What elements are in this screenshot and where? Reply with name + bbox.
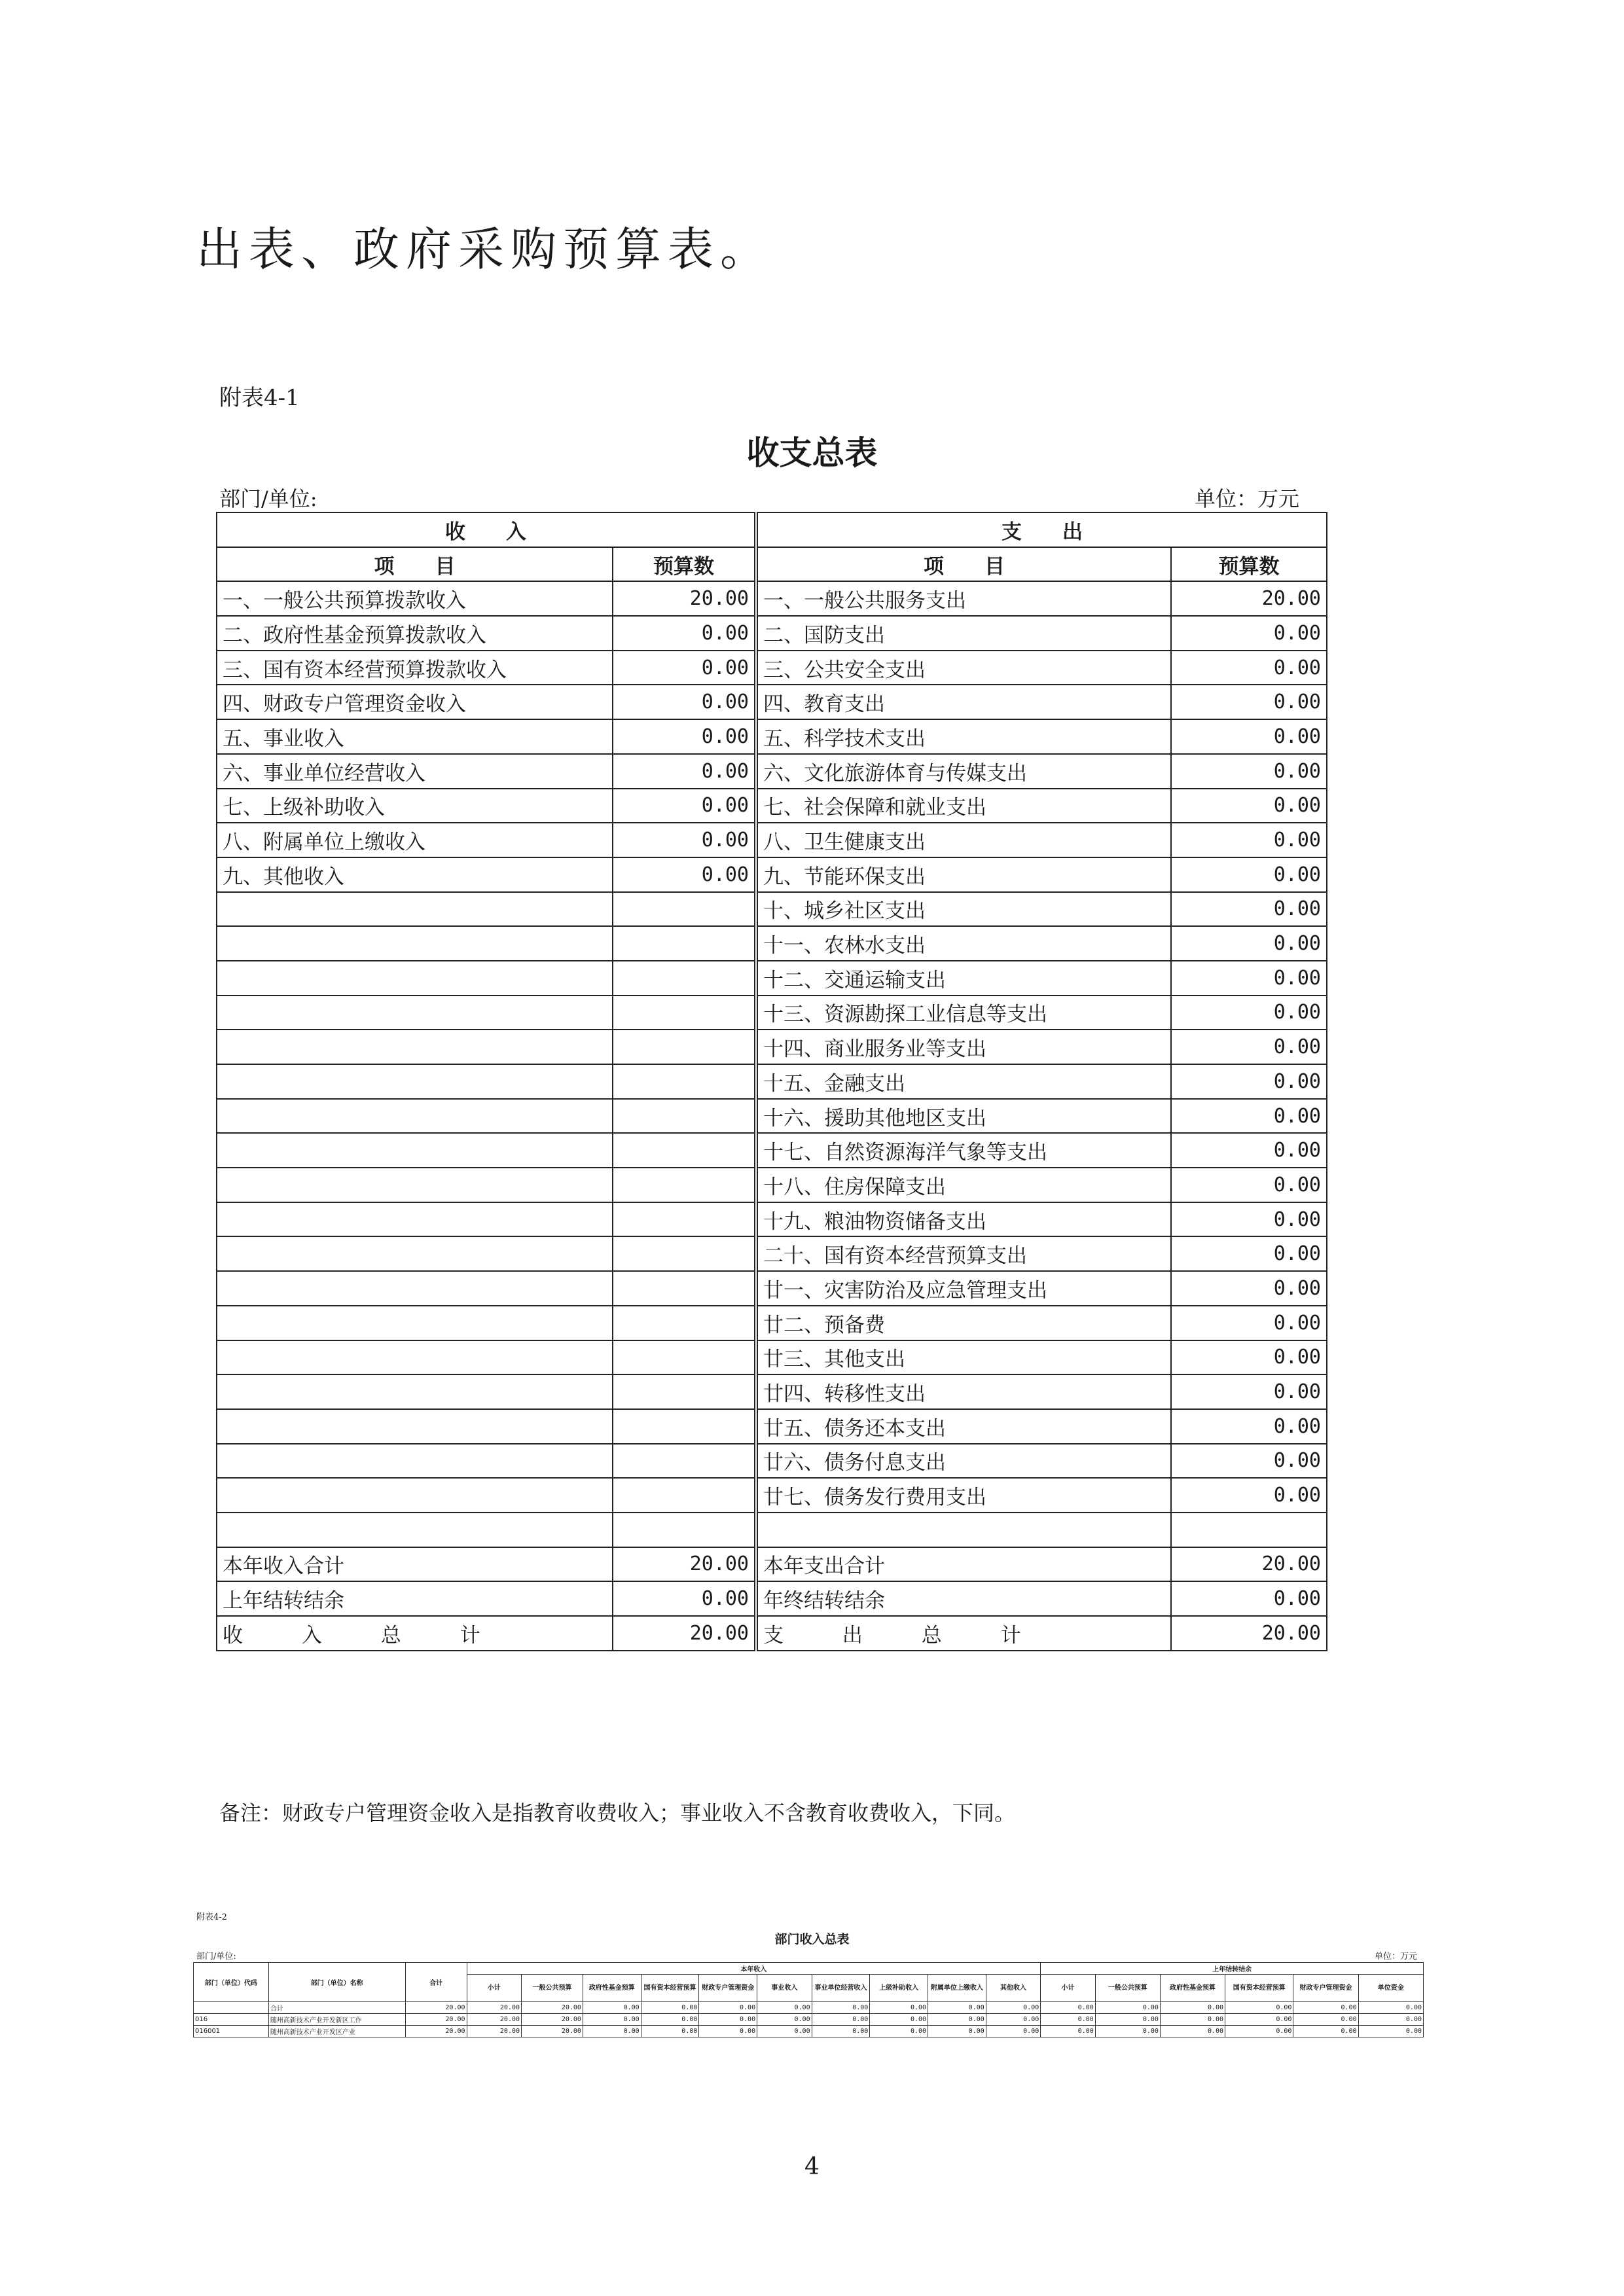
table-row (217, 616, 1327, 651)
current-value-cell: 0.00 (928, 2002, 986, 2014)
expense-item-cell: 十三、资源勘探工业信息等支出 (756, 996, 1171, 1030)
table-row (217, 892, 1327, 927)
current-value-cell: 0.00 (986, 2014, 1041, 2026)
total-cell: 20.00 (405, 2026, 467, 2037)
group-prior-year: 上年结转结余 (1041, 1963, 1424, 1975)
expense-item-cell: 支 出 总 计 (756, 1616, 1171, 1651)
table-row (217, 857, 1327, 892)
expense-amount-cell: 0.00 (1171, 616, 1327, 651)
attachment-label: 附表4-1 (219, 385, 300, 411)
table-row (217, 1444, 1327, 1479)
expense-amount-cell: 0.00 (1171, 789, 1327, 823)
expense-item-cell: 本年支出合计 (756, 1547, 1171, 1582)
income-amount-cell (613, 1064, 756, 1099)
total-row (217, 1547, 1327, 1582)
expense-amount-cell: 0.00 (1171, 1478, 1327, 1513)
expense-amount-cell: 0.00 (1171, 1236, 1327, 1271)
col-current-3: 国有资本经营预算 (641, 1975, 699, 2002)
expense-item-cell: 五、科学技术支出 (756, 719, 1171, 754)
current-value-cell: 0.00 (870, 2026, 928, 2037)
expense-item-cell: 二、国防支出 (756, 616, 1171, 651)
current-value-cell: 20.00 (467, 2014, 522, 2026)
income-item-cell (217, 961, 613, 996)
expense-amount-cell: 20.00 (1171, 581, 1327, 616)
income-item-cell (217, 1513, 613, 1547)
dept-code-cell: 016001 (194, 2026, 269, 2037)
col-current-6: 事业单位经营收入 (812, 1975, 870, 2002)
expense-item-cell: 一、一般公共服务支出 (756, 581, 1171, 616)
col-prior-4: 财政专户管理资金 (1293, 1975, 1358, 2002)
income-item-cell: 上年结转结余 (217, 1581, 613, 1616)
expense-item-cell: 廿一、灾害防治及应急管理支出 (756, 1271, 1171, 1306)
table-row (217, 1133, 1327, 1168)
prior-value-cell: 0.00 (1160, 2014, 1225, 2026)
table-row (217, 996, 1327, 1030)
prior-value-cell: 0.00 (1095, 2002, 1160, 2014)
income-amount-cell (613, 1340, 756, 1375)
expense-amount-cell: 0.00 (1171, 1064, 1327, 1099)
income-item-cell (217, 926, 613, 961)
current-value-cell: 0.00 (986, 2026, 1041, 2037)
income-item-cell (217, 1306, 613, 1340)
income-amount-cell (613, 961, 756, 996)
table-row (217, 685, 1327, 719)
expense-amount-cell: 0.00 (1171, 1271, 1327, 1306)
table-row (217, 961, 1327, 996)
table-row (217, 789, 1327, 823)
expense-amount-cell: 0.00 (1171, 892, 1327, 927)
income-item-cell: 四、财政专户管理资金收入 (217, 685, 613, 719)
col-current-9: 其他收入 (986, 1975, 1041, 2002)
income-amount-cell (613, 1444, 756, 1479)
table-row (217, 1513, 1327, 1547)
table-row (217, 651, 1327, 685)
prior-value-cell: 0.00 (1358, 2014, 1423, 2026)
expense-amount-cell: 0.00 (1171, 1168, 1327, 1202)
income-amount-cell: 0.00 (613, 719, 756, 754)
col-prior-2: 政府性基金预算 (1160, 1975, 1225, 2002)
expense-amount-cell: 0.00 (1171, 857, 1327, 892)
expense-amount-cell: 0.00 (1171, 719, 1327, 754)
table2-title: 部门收入总表 (774, 1932, 850, 1946)
table2-group-header (194, 1963, 1424, 1975)
table-row (217, 823, 1327, 857)
col-current-7: 上级补助收入 (870, 1975, 928, 2002)
income-amount-cell (613, 1513, 756, 1547)
table-row (217, 581, 1327, 616)
col-current-8: 附属单位上缴收入 (928, 1975, 986, 2002)
expense-amount-cell: 0.00 (1171, 1340, 1327, 1375)
table-row (217, 1340, 1327, 1375)
page-number: 4 (804, 2153, 820, 2180)
income-item-cell (217, 996, 613, 1030)
total-row (217, 1616, 1327, 1651)
table-row (217, 1374, 1327, 1409)
current-value-cell: 0.00 (641, 2026, 699, 2037)
dept-name-cell: 随州高新技术产业开发新区工作 (268, 2014, 405, 2026)
total-cell: 20.00 (405, 2002, 467, 2014)
expense-amount-cell: 20.00 (1171, 1547, 1327, 1582)
current-value-cell: 20.00 (522, 2002, 583, 2014)
income-amount-cell: 0.00 (613, 651, 756, 685)
income-amount-cell: 20.00 (613, 1616, 756, 1651)
prior-value-cell: 0.00 (1293, 2002, 1358, 2014)
prior-value-cell: 0.00 (1095, 2026, 1160, 2037)
income-item-cell (217, 1064, 613, 1099)
unit-label: 单位：万元 (1195, 486, 1300, 511)
income-item-cell (217, 1444, 613, 1479)
income-item-cell (217, 1030, 613, 1064)
prior-value-cell: 0.00 (1358, 2002, 1423, 2014)
income-item-cell (217, 1099, 613, 1134)
col-current-1: 一般公共预算 (522, 1975, 583, 2002)
expense-amount-cell: 0.00 (1171, 926, 1327, 961)
income-amount-cell (613, 1374, 756, 1409)
col-current-5: 事业收入 (757, 1975, 812, 2002)
dept-code-cell: 016 (194, 2014, 269, 2026)
prior-value-cell: 0.00 (1293, 2014, 1358, 2026)
expense-item-cell: 廿五、债务还本支出 (756, 1409, 1171, 1444)
income-amount-cell (613, 1478, 756, 1513)
income-amount-cell (613, 892, 756, 927)
current-value-cell: 20.00 (522, 2014, 583, 2026)
total-cell: 20.00 (405, 2014, 467, 2026)
income-item-cell (217, 1168, 613, 1202)
income-item-cell: 五、事业收入 (217, 719, 613, 754)
income-amount-cell: 0.00 (613, 754, 756, 789)
income-amount-cell (613, 926, 756, 961)
expense-amount-cell: 0.00 (1171, 1030, 1327, 1064)
current-value-cell: 20.00 (467, 2026, 522, 2037)
expense-item-cell: 十六、援助其他地区支出 (756, 1099, 1171, 1134)
current-value-cell: 20.00 (467, 2002, 522, 2014)
total-row (217, 1581, 1327, 1616)
income-item-cell (217, 1236, 613, 1271)
col-income-budget: 预算数 (613, 547, 756, 582)
table-row (217, 1271, 1327, 1306)
department-income-table (193, 1962, 1424, 2037)
expense-amount-cell: 20.00 (1171, 1616, 1327, 1651)
current-value-cell: 0.00 (583, 2026, 641, 2037)
dept-name-cell: 随州高新技术产业开发区产业 (268, 2026, 405, 2037)
expense-item-cell: 九、节能环保支出 (756, 857, 1171, 892)
expense-amount-cell: 0.00 (1171, 1581, 1327, 1616)
income-expense-table (216, 512, 1327, 1651)
dept-label: 部门/单位: (219, 486, 317, 511)
expense-amount-cell: 0.00 (1171, 1444, 1327, 1479)
expense-amount-cell: 0.00 (1171, 1374, 1327, 1409)
prior-value-cell: 0.00 (1225, 2014, 1293, 2026)
expense-item-cell: 十四、商业服务业等支出 (756, 1030, 1171, 1064)
income-amount-cell (613, 1168, 756, 1202)
current-value-cell: 0.00 (812, 2002, 870, 2014)
prior-value-cell: 0.00 (1160, 2002, 1225, 2014)
income-item-cell (217, 1133, 613, 1168)
income-item-cell: 六、事业单位经营收入 (217, 754, 613, 789)
dept-code-cell (194, 2002, 269, 2014)
expense-item-cell: 廿六、债务付息支出 (756, 1444, 1171, 1479)
expense-item-cell: 四、教育支出 (756, 685, 1171, 719)
expense-item-cell: 年终结转结余 (756, 1581, 1171, 1616)
prior-value-cell: 0.00 (1293, 2026, 1358, 2037)
income-amount-cell: 0.00 (613, 789, 756, 823)
income-item-cell: 七、上级补助收入 (217, 789, 613, 823)
prior-value-cell: 0.00 (1225, 2002, 1293, 2014)
expense-amount-cell: 0.00 (1171, 685, 1327, 719)
income-amount-cell (613, 1099, 756, 1134)
income-item-cell: 一、一般公共预算拨款收入 (217, 581, 613, 616)
table-row (217, 1168, 1327, 1202)
income-amount-cell: 20.00 (613, 581, 756, 616)
income-amount-cell (613, 1236, 756, 1271)
income-amount-cell: 0.00 (613, 616, 756, 651)
table-row (217, 1478, 1327, 1513)
table-row (217, 1099, 1327, 1134)
table-header-row (217, 512, 1327, 547)
income-amount-cell: 0.00 (613, 685, 756, 719)
expense-amount-cell: 0.00 (1171, 1133, 1327, 1168)
prior-value-cell: 0.00 (1041, 2014, 1096, 2026)
unit2-label: 单位：万元 (1375, 1952, 1418, 1962)
expense-item-cell: 二十、国有资本经营预算支出 (756, 1236, 1171, 1271)
expense-item-cell: 十九、粮油物资储备支出 (756, 1202, 1171, 1237)
current-value-cell: 0.00 (757, 2026, 812, 2037)
prior-value-cell: 0.00 (1225, 2026, 1293, 2037)
current-value-cell: 0.00 (583, 2014, 641, 2026)
dept-name-cell: 合计 (268, 2002, 405, 2014)
col-dept-code: 部门（单位）代码 (194, 1963, 269, 2002)
current-value-cell: 0.00 (870, 2014, 928, 2026)
table-row (217, 719, 1327, 754)
income-amount-cell (613, 1409, 756, 1444)
current-value-cell: 0.00 (928, 2026, 986, 2037)
income-amount-cell (613, 1133, 756, 1168)
expense-item-cell: 廿七、债务发行费用支出 (756, 1478, 1171, 1513)
expense-amount-cell: 0.00 (1171, 823, 1327, 857)
expense-amount-cell: 0.00 (1171, 1409, 1327, 1444)
expense-item-cell: 六、文化旅游体育与传媒支出 (756, 754, 1171, 789)
dept2-label: 部门/单位: (196, 1952, 236, 1962)
current-value-cell: 0.00 (870, 2002, 928, 2014)
col-current-0: 小计 (467, 1975, 522, 2002)
income-item-cell: 九、其他收入 (217, 857, 613, 892)
income-amount-cell (613, 1030, 756, 1064)
current-value-cell: 0.00 (928, 2014, 986, 2026)
attachment2-label: 附表4-2 (196, 1912, 227, 1922)
income-item-cell (217, 1202, 613, 1237)
expense-item-cell: 十五、金融支出 (756, 1064, 1171, 1099)
expense-item-cell: 廿四、转移性支出 (756, 1374, 1171, 1409)
expense-item-cell: 十一、农林水支出 (756, 926, 1171, 961)
col-expense-budget: 预算数 (1171, 547, 1327, 582)
income-item-cell: 八、附属单位上缴收入 (217, 823, 613, 857)
col-current-4: 财政专户管理资金 (699, 1975, 757, 2002)
header-income: 收 入 (217, 512, 756, 547)
expense-item-cell: 十二、交通运输支出 (756, 961, 1171, 996)
expense-item-cell: 十七、自然资源海洋气象等支出 (756, 1133, 1171, 1168)
income-amount-cell (613, 996, 756, 1030)
current-value-cell: 20.00 (522, 2026, 583, 2037)
income-item-cell: 本年收入合计 (217, 1547, 613, 1582)
current-value-cell: 0.00 (699, 2014, 757, 2026)
table2-row (194, 2026, 1424, 2037)
income-amount-cell: 0.00 (613, 857, 756, 892)
current-value-cell: 0.00 (641, 2002, 699, 2014)
current-value-cell: 0.00 (641, 2014, 699, 2026)
prior-value-cell: 0.00 (1095, 2014, 1160, 2026)
table-subheader-row (217, 547, 1327, 582)
income-amount-cell: 20.00 (613, 1547, 756, 1582)
expense-amount-cell: 0.00 (1171, 754, 1327, 789)
prior-value-cell: 0.00 (1160, 2026, 1225, 2037)
prior-value-cell: 0.00 (1358, 2026, 1423, 2037)
income-item-cell (217, 1271, 613, 1306)
income-item-cell: 收 入 总 计 (217, 1616, 613, 1651)
expense-amount-cell: 0.00 (1171, 961, 1327, 996)
expense-item-cell: 十八、住房保障支出 (756, 1168, 1171, 1202)
income-item-cell (217, 1374, 613, 1409)
table-row (217, 1306, 1327, 1340)
expense-item-cell (756, 1513, 1171, 1547)
table2-row (194, 2002, 1424, 2014)
expense-item-cell: 七、社会保障和就业支出 (756, 789, 1171, 823)
table2-row (194, 2014, 1424, 2026)
income-amount-cell (613, 1202, 756, 1237)
current-value-cell: 0.00 (757, 2002, 812, 2014)
income-item-cell: 二、政府性基金预算拨款收入 (217, 616, 613, 651)
current-value-cell: 0.00 (699, 2026, 757, 2037)
col-prior-3: 国有资本经营预算 (1225, 1975, 1293, 2002)
header-expense: 支 出 (756, 512, 1327, 547)
current-value-cell: 0.00 (812, 2014, 870, 2026)
col-prior-1: 一般公共预算 (1095, 1975, 1160, 2002)
table-title: 收支总表 (746, 434, 878, 472)
prior-value-cell: 0.00 (1041, 2026, 1096, 2037)
col-current-2: 政府性基金预算 (583, 1975, 641, 2002)
income-amount-cell (613, 1271, 756, 1306)
income-amount-cell: 0.00 (613, 823, 756, 857)
current-value-cell: 0.00 (699, 2002, 757, 2014)
col-prior-5: 单位资金 (1358, 1975, 1423, 2002)
income-item-cell (217, 1340, 613, 1375)
expense-item-cell: 廿三、其他支出 (756, 1340, 1171, 1375)
income-item-cell (217, 892, 613, 927)
income-item-cell (217, 1409, 613, 1444)
income-amount-cell: 0.00 (613, 1581, 756, 1616)
current-value-cell: 0.00 (583, 2002, 641, 2014)
col-income-item: 项 目 (217, 547, 613, 582)
table-row (217, 754, 1327, 789)
expense-amount-cell: 0.00 (1171, 1099, 1327, 1134)
group-current-year: 本年收入 (467, 1963, 1041, 1975)
table-note: 备注：财政专户管理资金收入是指教育收费收入；事业收入不含教育收费收入，下同。 (219, 1801, 1016, 1825)
expense-item-cell: 十、城乡社区支出 (756, 892, 1171, 927)
col-prior-0: 小计 (1041, 1975, 1096, 2002)
expense-amount-cell: 0.00 (1171, 651, 1327, 685)
table-row (217, 1202, 1327, 1237)
expense-amount-cell: 0.00 (1171, 996, 1327, 1030)
expense-amount-cell (1171, 1513, 1327, 1547)
col-dept-name: 部门（单位）名称 (268, 1963, 405, 2002)
table-row (217, 1030, 1327, 1064)
income-item-cell: 三、国有资本经营预算拨款收入 (217, 651, 613, 685)
expense-amount-cell: 0.00 (1171, 1202, 1327, 1237)
current-value-cell: 0.00 (812, 2026, 870, 2037)
prior-value-cell: 0.00 (1041, 2002, 1096, 2014)
current-value-cell: 0.00 (986, 2002, 1041, 2014)
expense-amount-cell: 0.00 (1171, 1306, 1327, 1340)
col-expense-item: 项 目 (756, 547, 1171, 582)
income-item-cell (217, 1478, 613, 1513)
current-value-cell: 0.00 (757, 2014, 812, 2026)
col-total: 合计 (405, 1963, 467, 2002)
table-row (217, 926, 1327, 961)
income-amount-cell (613, 1306, 756, 1340)
expense-item-cell: 八、卫生健康支出 (756, 823, 1171, 857)
expense-item-cell: 三、公共安全支出 (756, 651, 1171, 685)
expense-item-cell: 廿二、预备费 (756, 1306, 1171, 1340)
table-row (217, 1236, 1327, 1271)
intro-text: 出表、政府采购预算表。 (196, 223, 772, 276)
table-row (217, 1409, 1327, 1444)
table-row (217, 1064, 1327, 1099)
